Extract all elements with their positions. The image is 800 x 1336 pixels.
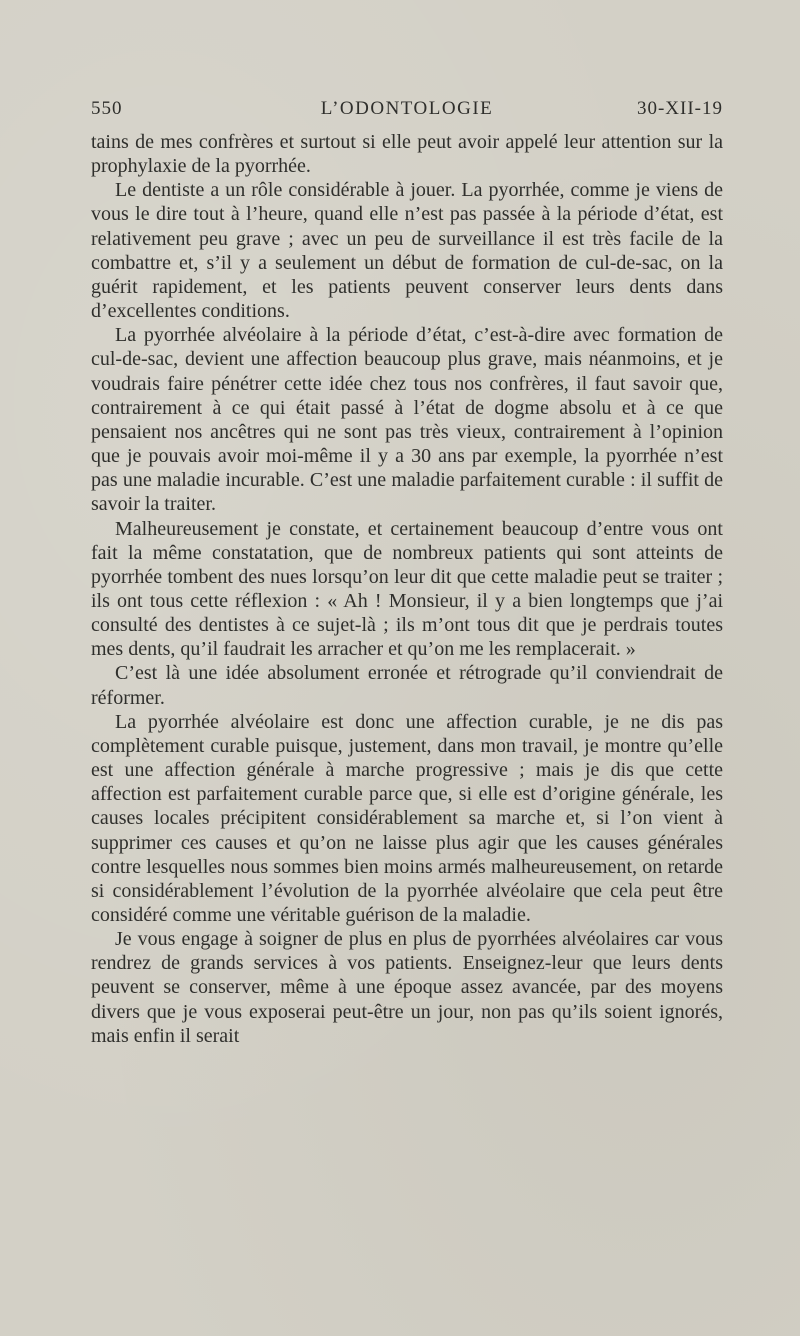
book-page: [91, 98, 723, 1048]
paragraph-continuation: tains de mes confrères et surtout si elle peut avoir appelé leur attention sur la prophylaxie de la pyorrhée.: [91, 131, 723, 178]
running-title: L’ODONTOLOGIE: [320, 98, 494, 119]
paragraph: Malheureusement je constate, et certainement beaucoup d’entre vous ont fait la même constatation, que de nombreux patients qui sont atteints de pyorrhée tombent des nues lorsqu’on leur dit que cette maladie peut se traiter ; ils ont tous cette réflexion : « Ah ! Monsieur, il y a bien longtemps que j’ai consulté des dentistes à ce sujet-là ; ils m’ont tous dit que je perdrais toutes mes dents, qu’il faudrait les arracher et qu’on me les remplacerait. »: [91, 517, 723, 661]
paragraph: Le dentiste a un rôle considérable à jouer. La pyorrhée, comme je viens de vous le dire tout à l’heure, quand elle n’est pas passée à la période d’état, est relativement peu grave ; avec un peu de surveillance il est très facile de la combattre et, s’il y a seulement un début de formation de cul-de-sac, on la guérit rapidement, et les patients peuvent conserver leurs dents dans d’excellentes conditions.: [91, 179, 723, 323]
issue-date: 30-XII-19: [636, 98, 723, 119]
running-header: [91, 98, 723, 130]
paragraph: La pyorrhée alvéolaire à la période d’état, c’est-à-dire avec formation de cul-de-sac, devient une affection beaucoup plus grave, mais néanmoins, et je voudrais faire pénétrer cette idée chez tous nos confrères, il faut savoir que, contrairement à ce qui était passé à l’état de dogme absolu et à ce que pensaient nos ancêtres qui ne sont pas très vieux, contrairement à l’opinion que je pouvais avoir moi-même il y a 30 ans par exemple, la pyorrhée n’est pas une maladie incurable. C’est une maladie parfaitement curable : il suffit de savoir la traiter.: [91, 324, 723, 516]
page-number: 550: [91, 98, 123, 119]
paragraph: Je vous engage à soigner de plus en plus de pyorrhées alvéolaires car vous rendrez de grands services à vos patients. Enseignez-leur que leurs dents peuvent se conserver, même à une époque assez avancée, par des moyens divers que je vous exposerai peut-être un jour, non pas qu’ils soient ignorés, mais enfin il serait: [91, 928, 723, 1047]
paragraph: La pyorrhée alvéolaire est donc une affection curable, je ne dis pas complètement curable puisque, justement, dans mon travail, je montre qu’elle est une affection générale à marche progressive ; mais je dis que cette affection est parfaitement curable parce que, si elle est d’origine générale, les causes locales précipitent considérablement sa marche et, si l’on vient à supprimer ces causes et qu’on ne laisse plus agir que les causes générales contre lesquelles nous sommes bien moins armés malheureusement, on retarde si considérablement l’évolution de la pyorrhée alvéolaire que cela peut être considéré comme une véritable guérison de la maladie.: [91, 710, 723, 926]
page-body: [91, 130, 723, 1048]
paragraph: C’est là une idée absolument erronée et rétrograde qu’il conviendrait de réformer.: [91, 662, 723, 709]
